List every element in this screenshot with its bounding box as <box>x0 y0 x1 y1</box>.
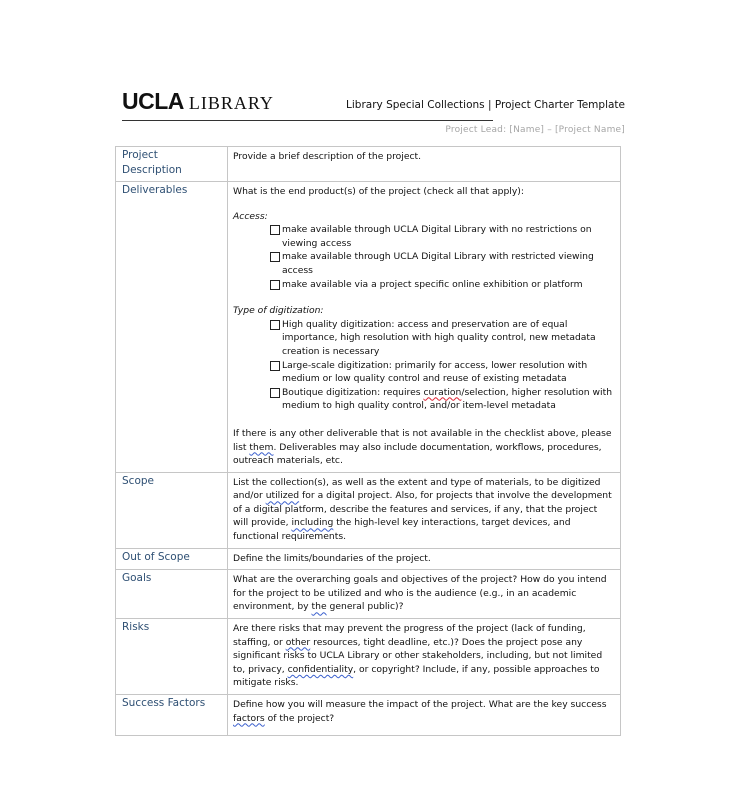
checkbox[interactable] <box>270 252 280 262</box>
text-span: the high-level key interactions, target devices, and functional requirements. <box>233 517 571 543</box>
access-option-unrestricted <box>233 223 615 250</box>
checkbox[interactable] <box>270 280 280 290</box>
text-span: general public)? <box>326 601 404 613</box>
label-scope: Scope <box>116 472 228 548</box>
text-span: If there is any other deliverable that is not available in the checklist above, please list <box>233 427 612 453</box>
text-span: , or copyright? Include, if any, possible approaches to mitigate risks. <box>233 663 600 689</box>
row-success-factors <box>116 695 621 736</box>
digitization-option-label: Large-scale digitization: primarily for access, lower resolution with medium or low quality control and reuse of existing metadata <box>282 359 588 385</box>
content-success-factors[interactable] <box>228 695 621 736</box>
description-text: Provide a brief description of the project. <box>233 151 422 162</box>
content-deliverables[interactable] <box>228 182 621 473</box>
success-factors-text <box>233 698 615 725</box>
digitization-option-label: High quality digitization: access and preservation are of equal importance, high resolution with high quality control, new metadata creation is necessary <box>282 318 596 357</box>
spellcheck-word: curation <box>423 386 462 398</box>
row-deliverables <box>116 182 621 473</box>
grammar-word: other <box>285 636 311 648</box>
logo-library-text: LIBRARY <box>188 93 274 113</box>
row-goals <box>116 570 621 619</box>
project-charter-table <box>115 146 621 736</box>
label-out-of-scope: Out of Scope <box>116 548 228 570</box>
access-heading: Access: <box>233 210 268 222</box>
content-out-of-scope[interactable] <box>228 548 621 570</box>
row-project-description <box>116 147 621 182</box>
text-span: for a digital project. Also, for projects that involve the development of a digital platform, describe the features and services, if any, that the project will provide, <box>233 490 612 529</box>
digitization-option-boutique <box>233 386 615 413</box>
checkbox[interactable] <box>270 225 280 235</box>
content-goals[interactable] <box>228 570 621 619</box>
scope-text <box>233 476 615 544</box>
grammar-word: them <box>249 441 274 453</box>
row-scope <box>116 472 621 548</box>
access-option-label: make available through UCLA Digital Library with no restrictions on viewing access <box>282 224 592 249</box>
content-risks[interactable] <box>228 619 621 695</box>
digitization-heading: Type of digitization: <box>233 305 324 317</box>
digitization-option-high-quality <box>233 318 615 359</box>
access-option-exhibition <box>233 278 615 292</box>
label-risks: Risks <box>116 619 228 695</box>
label-deliverables: Deliverables <box>116 182 228 473</box>
row-out-of-scope <box>116 548 621 570</box>
content-scope[interactable] <box>228 472 621 548</box>
text-span: Are there risks that may prevent the progress of the project (lack of funding, staffing, or <box>233 623 586 648</box>
label-project-description: Project Description <box>116 147 228 182</box>
digitization-option-label <box>282 386 615 413</box>
text-span: /selection, higher resolution with medium to high quality control, and/or item-level metadata <box>282 386 613 412</box>
label-goals: Goals <box>116 570 228 619</box>
text-span: What are the overarching goals and objectives of the project? How do you intend for the project to be utilized and who is the audience (e.g., in an academic environment, by <box>233 574 607 613</box>
ucla-library-logo <box>122 88 274 115</box>
checkbox[interactable] <box>270 320 280 330</box>
text-span: List the collection(s), as well as the extent and type of materials, to be digitized and/or <box>233 476 601 502</box>
out-of-scope-text: Define the limits/boundaries of the project. <box>233 552 431 564</box>
header-rule <box>122 120 493 121</box>
grammar-word: utilized <box>265 490 300 502</box>
grammar-word: the <box>311 601 327 613</box>
access-option-label: make available via a project specific online exhibition or platform <box>282 278 583 290</box>
checkbox[interactable] <box>270 388 280 398</box>
deliverables-intro: What is the end product(s) of the project (check all that apply): <box>233 186 524 197</box>
document-header <box>122 88 625 124</box>
other-deliverables-text <box>233 427 615 468</box>
access-option-label: make available through UCLA Digital Library with restricted viewing access <box>282 251 594 276</box>
text-span: . Deliverables may also include documentation, workflows, procedures, outreach materials, etc. <box>233 441 602 467</box>
grammar-word: confidentiality <box>287 663 354 675</box>
grammar-word: including <box>291 517 334 529</box>
grammar-word: factors <box>233 712 265 724</box>
logo-ucla-text: UCLA <box>122 88 184 114</box>
text-span: Define how you will measure the impact of the project. What are the key success <box>233 699 607 710</box>
checkbox[interactable] <box>270 361 280 371</box>
access-option-restricted <box>233 250 615 277</box>
project-lead-line: Project Lead: [Name] – [Project Name] <box>445 125 625 135</box>
risks-text <box>233 622 615 690</box>
digitization-option-large-scale <box>233 359 615 386</box>
text-span: resources, tight deadline, etc.)? Does the project pose any significant risks to UCLA Library or other stakeholders, including, but not limited to, privacy, <box>233 636 603 675</box>
content-project-description[interactable] <box>228 147 621 182</box>
text-span: Boutique digitization: requires <box>282 386 424 398</box>
text-span: of the project? <box>264 712 335 724</box>
goals-text <box>233 573 615 614</box>
label-success-factors: Success Factors <box>116 695 228 736</box>
document-title: Library Special Collections | Project Charter Template <box>346 99 625 111</box>
row-risks <box>116 619 621 695</box>
